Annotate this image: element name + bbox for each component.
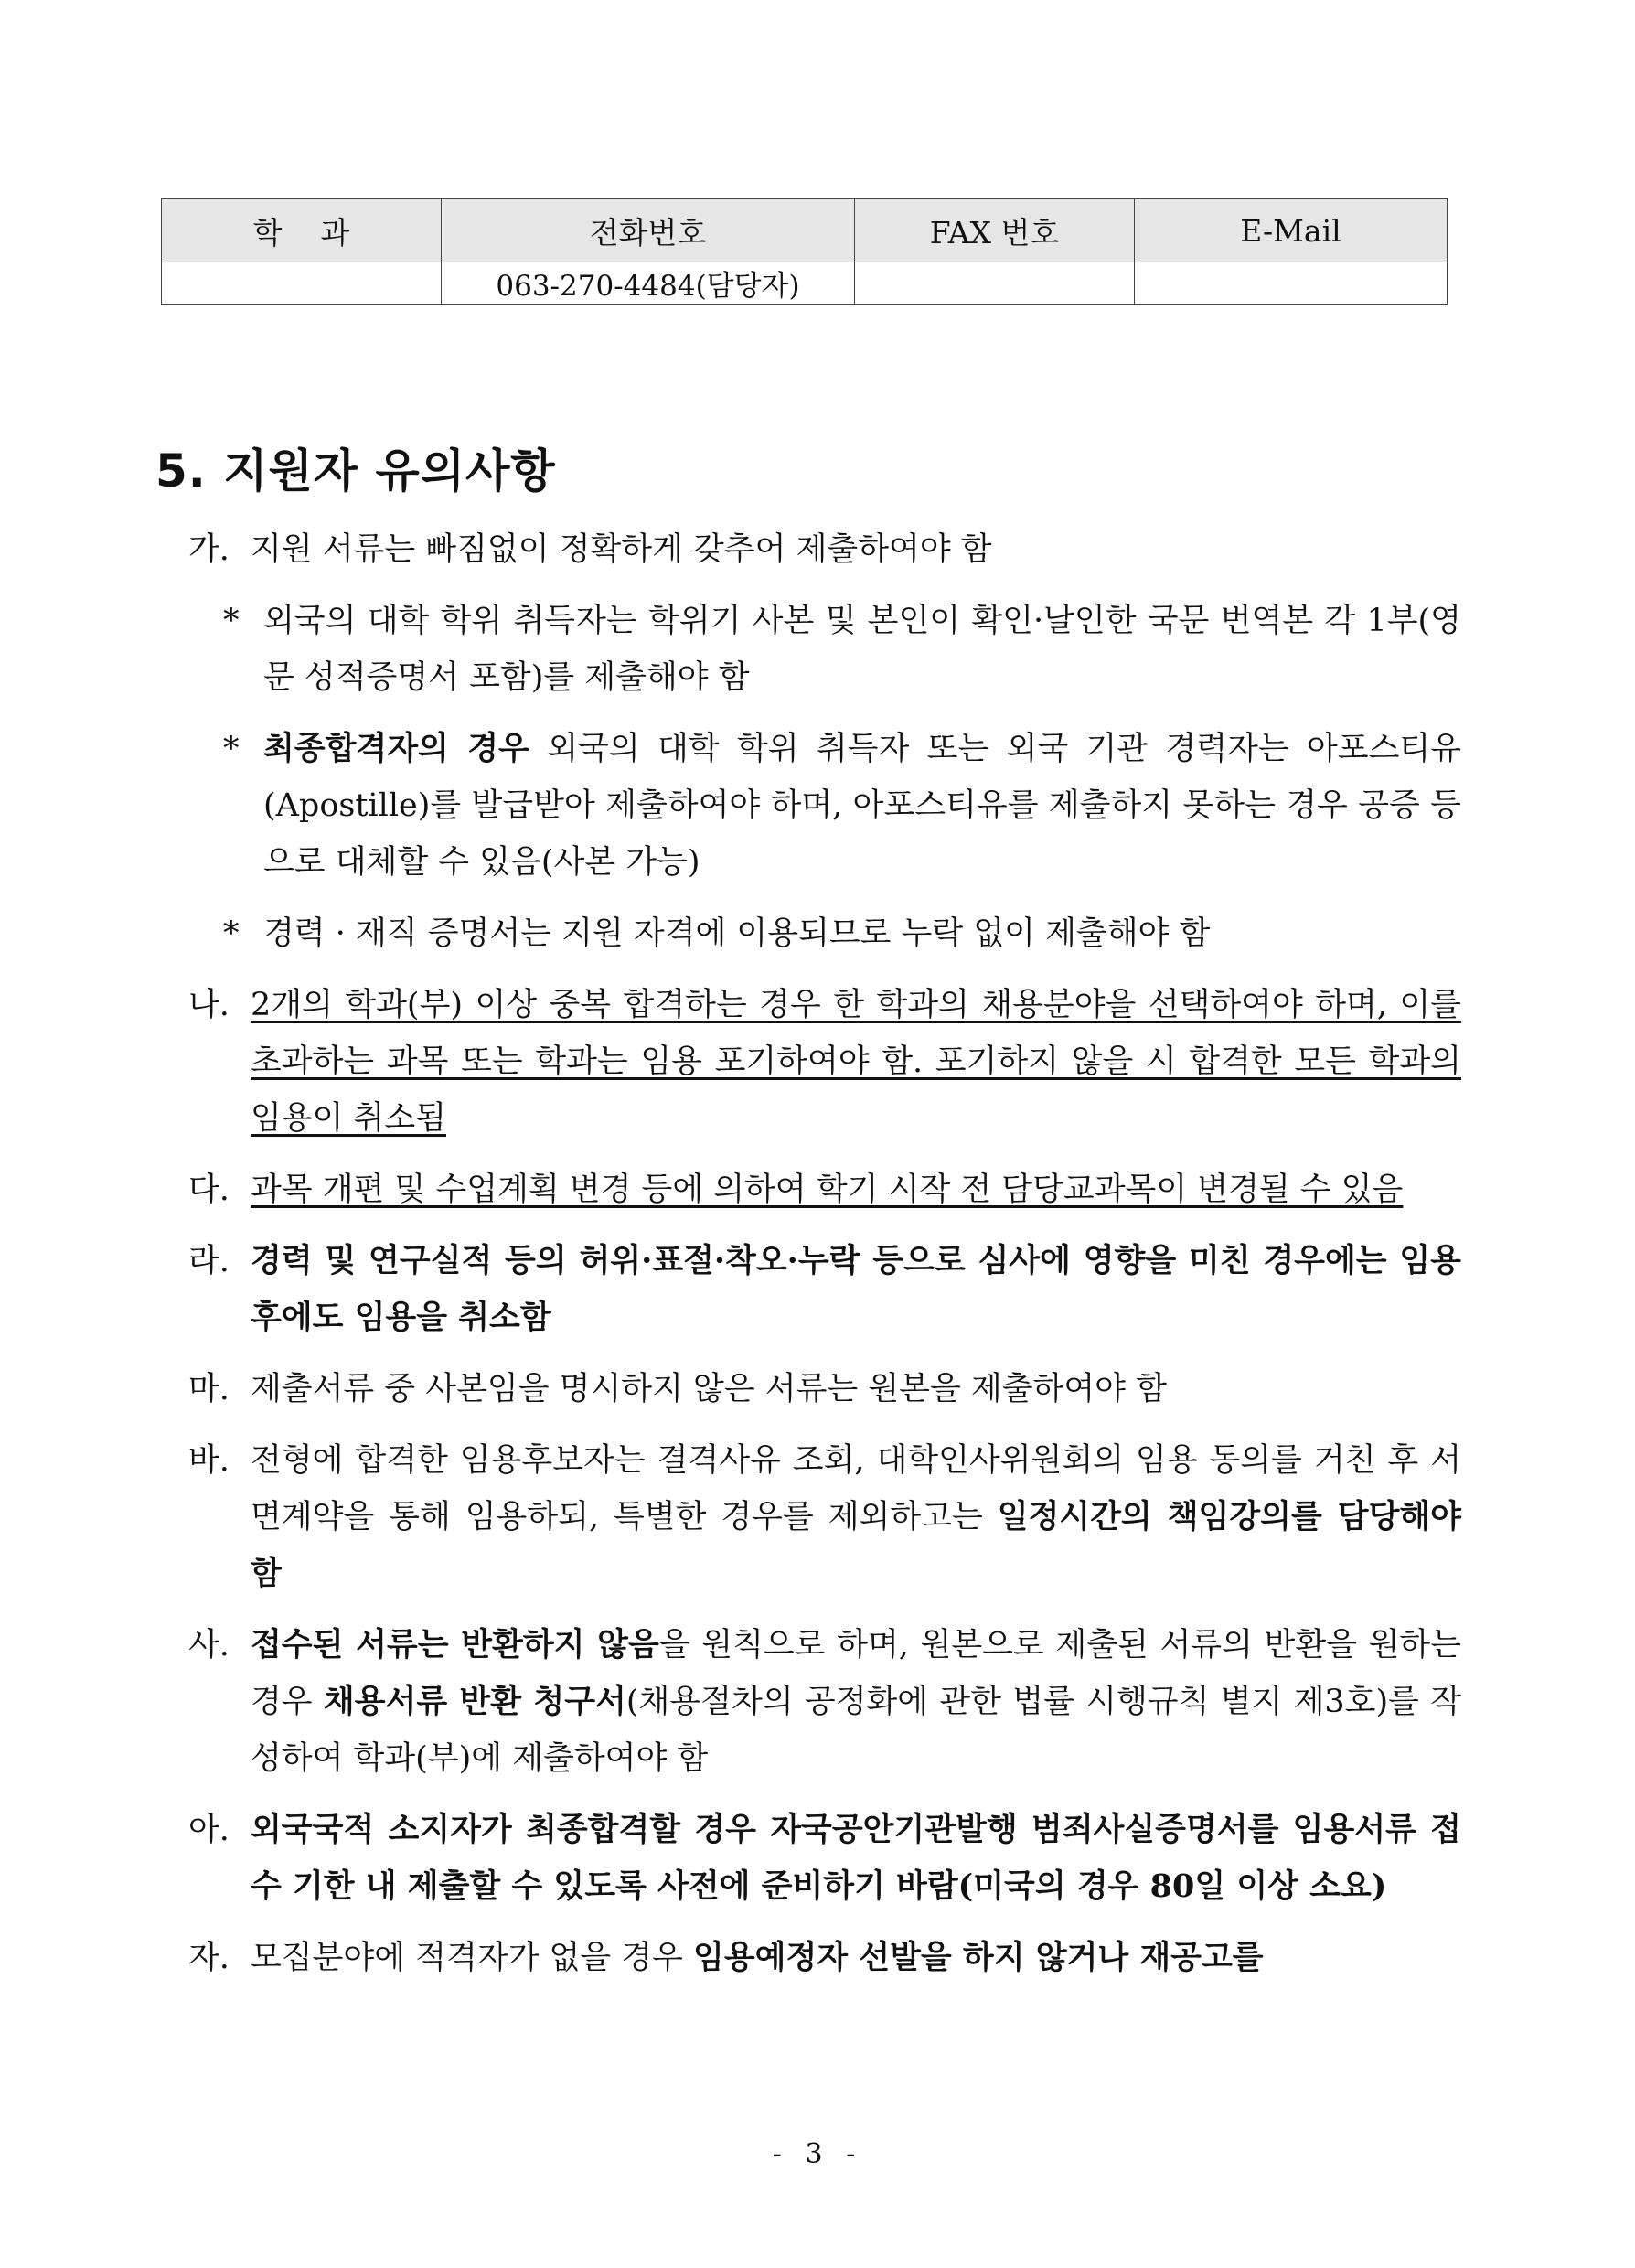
item-text: [251, 1930, 1461, 1986]
cell-fax: [855, 262, 1135, 305]
item-text: [251, 977, 1461, 1147]
note-text: 외국의 대학 학위 취득자는 학위기 사본 및 본인이 확인·날인한 국문 번역본 각 1부(영문 성적증명서 포함)를 제출해야 함: [263, 603, 1461, 696]
notice-list: [188, 521, 1461, 2001]
item-marker: 사.: [188, 1627, 230, 1664]
list-item-ma: [188, 1361, 1461, 1418]
item-text: [251, 1161, 1461, 1218]
note-item-1: [223, 593, 1461, 706]
note-plain-text: 외국의 대학 학위 취득자 또는 외국 기관 경력자는 아포스티유(Apostille)를 발급받아 제출하여야 하며, 아포스티유를 제출하지 못하는 경우 공증 등으로 대체할 수 있음(사본 가능): [263, 731, 1462, 881]
item-plain-text-1: 을 원칙으로 하며, 원본으로 제출된 서류의 반환을 원하는 경우: [251, 1627, 1462, 1720]
item-text: 경력 및 연구실적 등의 허위·표절·착오·누락 등으로 심사에 영향을 미친 경우에는 임용 후에도 임용을 취소함: [251, 1242, 1461, 1336]
list-item-ja: [188, 1930, 1461, 1986]
item-bold-text: 일정시간의 책임강의를 담당해야 함: [251, 1498, 1461, 1592]
cell-phone: 063-270-4484(담당자): [442, 262, 855, 305]
list-item-na: [188, 977, 1461, 1147]
note-bold-text: 최종합격자의 경우: [263, 730, 529, 767]
item-plain-text-2: (채용절차의 공정화에 관한 법률 시행규칙 별지 제3호)를 작성하여 학과(부)에 제출하여야 함: [251, 1684, 1462, 1777]
note-item-3: [223, 905, 1461, 962]
item-marker: 마.: [188, 1371, 230, 1407]
item-underlined-text: 2개의 학과(부) 이상 중복 합격하는 경우 한 학과의 채용분야을 선택하여야 하며, 이를 초과하는 과목 또는 학과는 임용 포기하여야 함. 포기하지 않을 시 합격한 모든 학과의 임용이 취소됨: [251, 987, 1461, 1137]
item-marker: 나.: [188, 987, 230, 1023]
item-text: 외국국적 소지자가 최종합격할 경우 자국공안기관발행 범죄사실증명서를 임용서류 접수 기한 내 제출할 수 있도록 사전에 준비하기 바람(미국의 경우 80일 이상 소요): [251, 1811, 1461, 1905]
header-email: E-Mail: [1135, 199, 1448, 262]
note-marker: *: [223, 603, 240, 639]
item-plain-text: 모집분야에 적격자가 없을 경우: [251, 1940, 694, 1976]
list-item-sa: [188, 1617, 1461, 1787]
table-row: [162, 262, 1448, 305]
note-marker: *: [223, 915, 240, 952]
item-bold-text-2: 채용서류 반환 청구서: [323, 1683, 626, 1720]
item-text: 제출서류 중 사본임을 명시하지 않은 서류는 원본을 제출하여야 함: [251, 1371, 1167, 1407]
item-marker: 바.: [188, 1442, 230, 1479]
list-item-a: [188, 1802, 1461, 1915]
note-marker: *: [223, 731, 240, 767]
list-item-ra: [188, 1233, 1461, 1346]
cell-email: [1135, 262, 1448, 305]
item-bold-text-1: 접수된 서류는 반환하지 않음: [251, 1626, 659, 1664]
list-item-da: [188, 1161, 1461, 1218]
section-title: 5. 지원자 유의사항: [155, 444, 556, 497]
cell-department: [162, 262, 442, 305]
item-text: 지원 서류는 빠짐없이 정확하게 갖추어 제출하여야 함: [251, 531, 992, 568]
header-department: 학 과: [162, 199, 442, 262]
table-header-row: [162, 199, 1448, 262]
item-plain-text: 전형에 합격한 임용후보자는 결격사유 조회, 대학인사위원회의 임용 동의를 거친 후 서면계약을 통해 임용하되, 특별한 경우를 제외하고는: [251, 1442, 1461, 1535]
note-text: 경력 · 재직 증명서는 지원 자격에 이용되므로 누락 없이 제출해야 함: [263, 915, 1211, 952]
page-number: - 3 -: [772, 2138, 863, 2170]
header-fax: FAX 번호: [855, 199, 1135, 262]
note-text: [263, 721, 1461, 891]
item-marker: 가.: [188, 531, 230, 568]
list-item-ga: [188, 521, 1461, 578]
item-marker: 다.: [188, 1171, 230, 1208]
item-underlined-text: 과목 개편 및 수업계획 변경 등에 의하여 학기 시작 전 담당교과목이 변경될 수 있음: [251, 1171, 1404, 1208]
header-phone: 전화번호: [442, 199, 855, 262]
item-marker: 아.: [188, 1812, 230, 1848]
item-marker: 라.: [188, 1243, 230, 1279]
item-marker: 자.: [188, 1940, 230, 1976]
item-text: [251, 1432, 1461, 1602]
contact-table: [161, 198, 1448, 305]
list-item-ba: [188, 1432, 1461, 1602]
note-item-2: [223, 721, 1461, 891]
item-bold-text: 임용예정자 선발을 하지 않거나 재공고를: [693, 1939, 1264, 1976]
item-text: [251, 1617, 1461, 1787]
